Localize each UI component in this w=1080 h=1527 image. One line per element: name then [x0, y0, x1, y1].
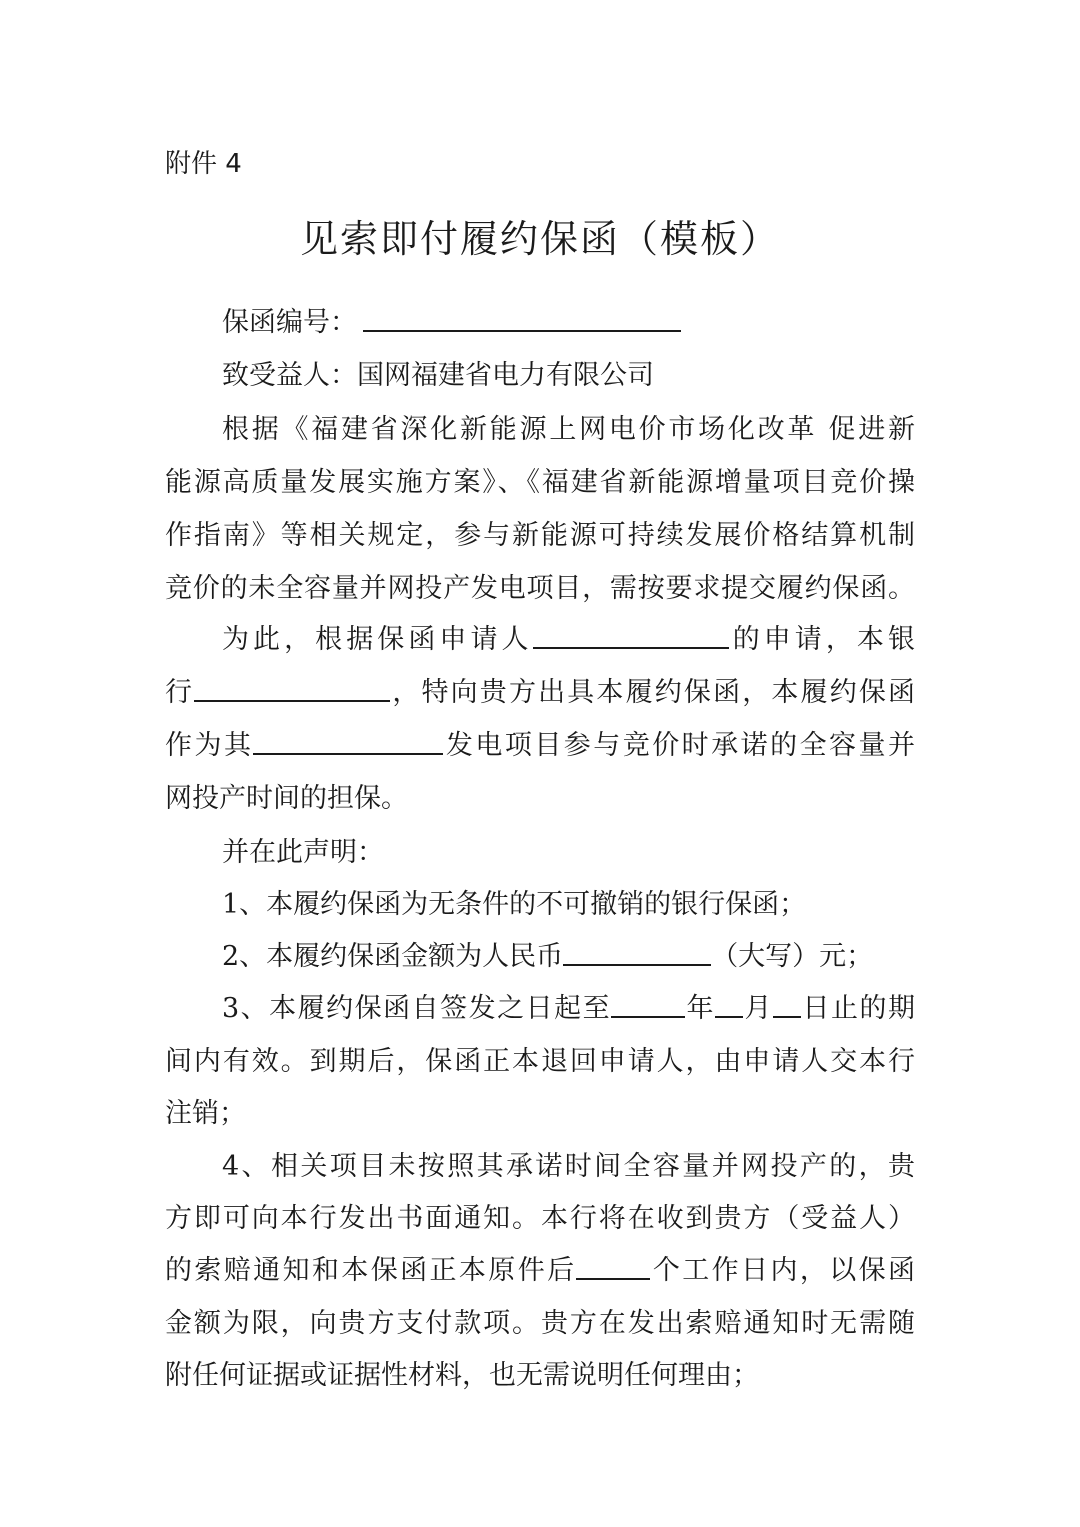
month-blank	[715, 983, 743, 1018]
day-blank	[773, 983, 801, 1018]
para2-line2	[165, 667, 915, 719]
declaration-heading: 并在此声明：	[222, 837, 384, 868]
para2-text: ，特向贵方出具本履约保函，本履约保函	[390, 677, 916, 708]
item2-text: （大写）元；	[711, 941, 874, 972]
para2-text: 发电项目参与竞价时承诺的全容量并	[443, 730, 916, 761]
item4-line4: 金额为限，向贵方支付款项。贵方在发出索赔通知时无需随	[165, 1308, 915, 1339]
applicant-blank	[533, 614, 729, 649]
item4-line1: 4、相关项目未按照其承诺时间全容量并网投产的，贵	[222, 1151, 915, 1182]
para1-line2: 能源高质量发展实施方案》、《福建省新能源增量项目竞价操	[165, 467, 915, 498]
item4-text: 的索赔通知和本保函正本原件后	[165, 1255, 577, 1286]
working-days-blank	[576, 1245, 650, 1280]
item1-line: 1、本履约保函为无条件的不可撤销的银行保函；	[222, 889, 807, 920]
guarantee-number-line	[222, 297, 681, 349]
para2-text: 行	[165, 677, 195, 708]
annex-label: 附件 4	[165, 149, 242, 179]
item4-line2: 方即可向本行发出书面通知。本行将在收到贵方（受益人）	[165, 1203, 915, 1234]
item3-text: 年	[685, 993, 716, 1024]
beneficiary-line: 致受益人：国网福建省电力有限公司	[222, 360, 654, 391]
item3-line2: 间内有效。到期后，保函正本退回申请人，由申请人交本行	[165, 1046, 915, 1077]
para2-text: 的申请，本银	[728, 624, 915, 655]
item2-line	[222, 931, 873, 983]
year-blank	[611, 983, 685, 1018]
item3-text: 3、本履约保函自签发之日起至	[222, 993, 612, 1024]
item4-text: 个工作日内，以保函	[650, 1255, 916, 1286]
guarantee-number-blank	[363, 297, 681, 332]
project-blank	[253, 720, 443, 755]
guarantee-number-label: 保函编号：	[222, 307, 357, 338]
para2-text: 为此，根据保函申请人	[222, 624, 533, 655]
document-title: 见索即付履约保函（模板）	[299, 217, 780, 261]
para2-line3	[165, 720, 915, 772]
item3-line3: 注销；	[165, 1098, 246, 1129]
para2-line4: 网投产时间的担保。	[165, 783, 408, 814]
para1-line4: 竞价的未全容量并网投产发电项目，需按要求提交履约保函。	[165, 573, 915, 604]
item3-line1	[222, 983, 915, 1035]
amount-blank	[563, 931, 711, 966]
item3-text: 月	[743, 993, 774, 1024]
para1-line1: 根据《福建省深化新能源上网电价市场化改革 促进新	[222, 414, 915, 445]
item2-text: 2、本履约保函金额为人民币	[222, 941, 564, 972]
item4-line3	[165, 1245, 915, 1297]
para2-line1	[222, 614, 915, 666]
bank-blank	[194, 667, 390, 702]
para2-text: 作为其	[165, 730, 254, 761]
item3-text: 日止的期	[801, 993, 915, 1024]
para1-line3: 作指南》等相关规定，参与新能源可持续发展价格结算机制	[165, 520, 915, 551]
item4-line5: 附任何证据或证据性材料，也无需说明任何理由；	[165, 1360, 759, 1391]
